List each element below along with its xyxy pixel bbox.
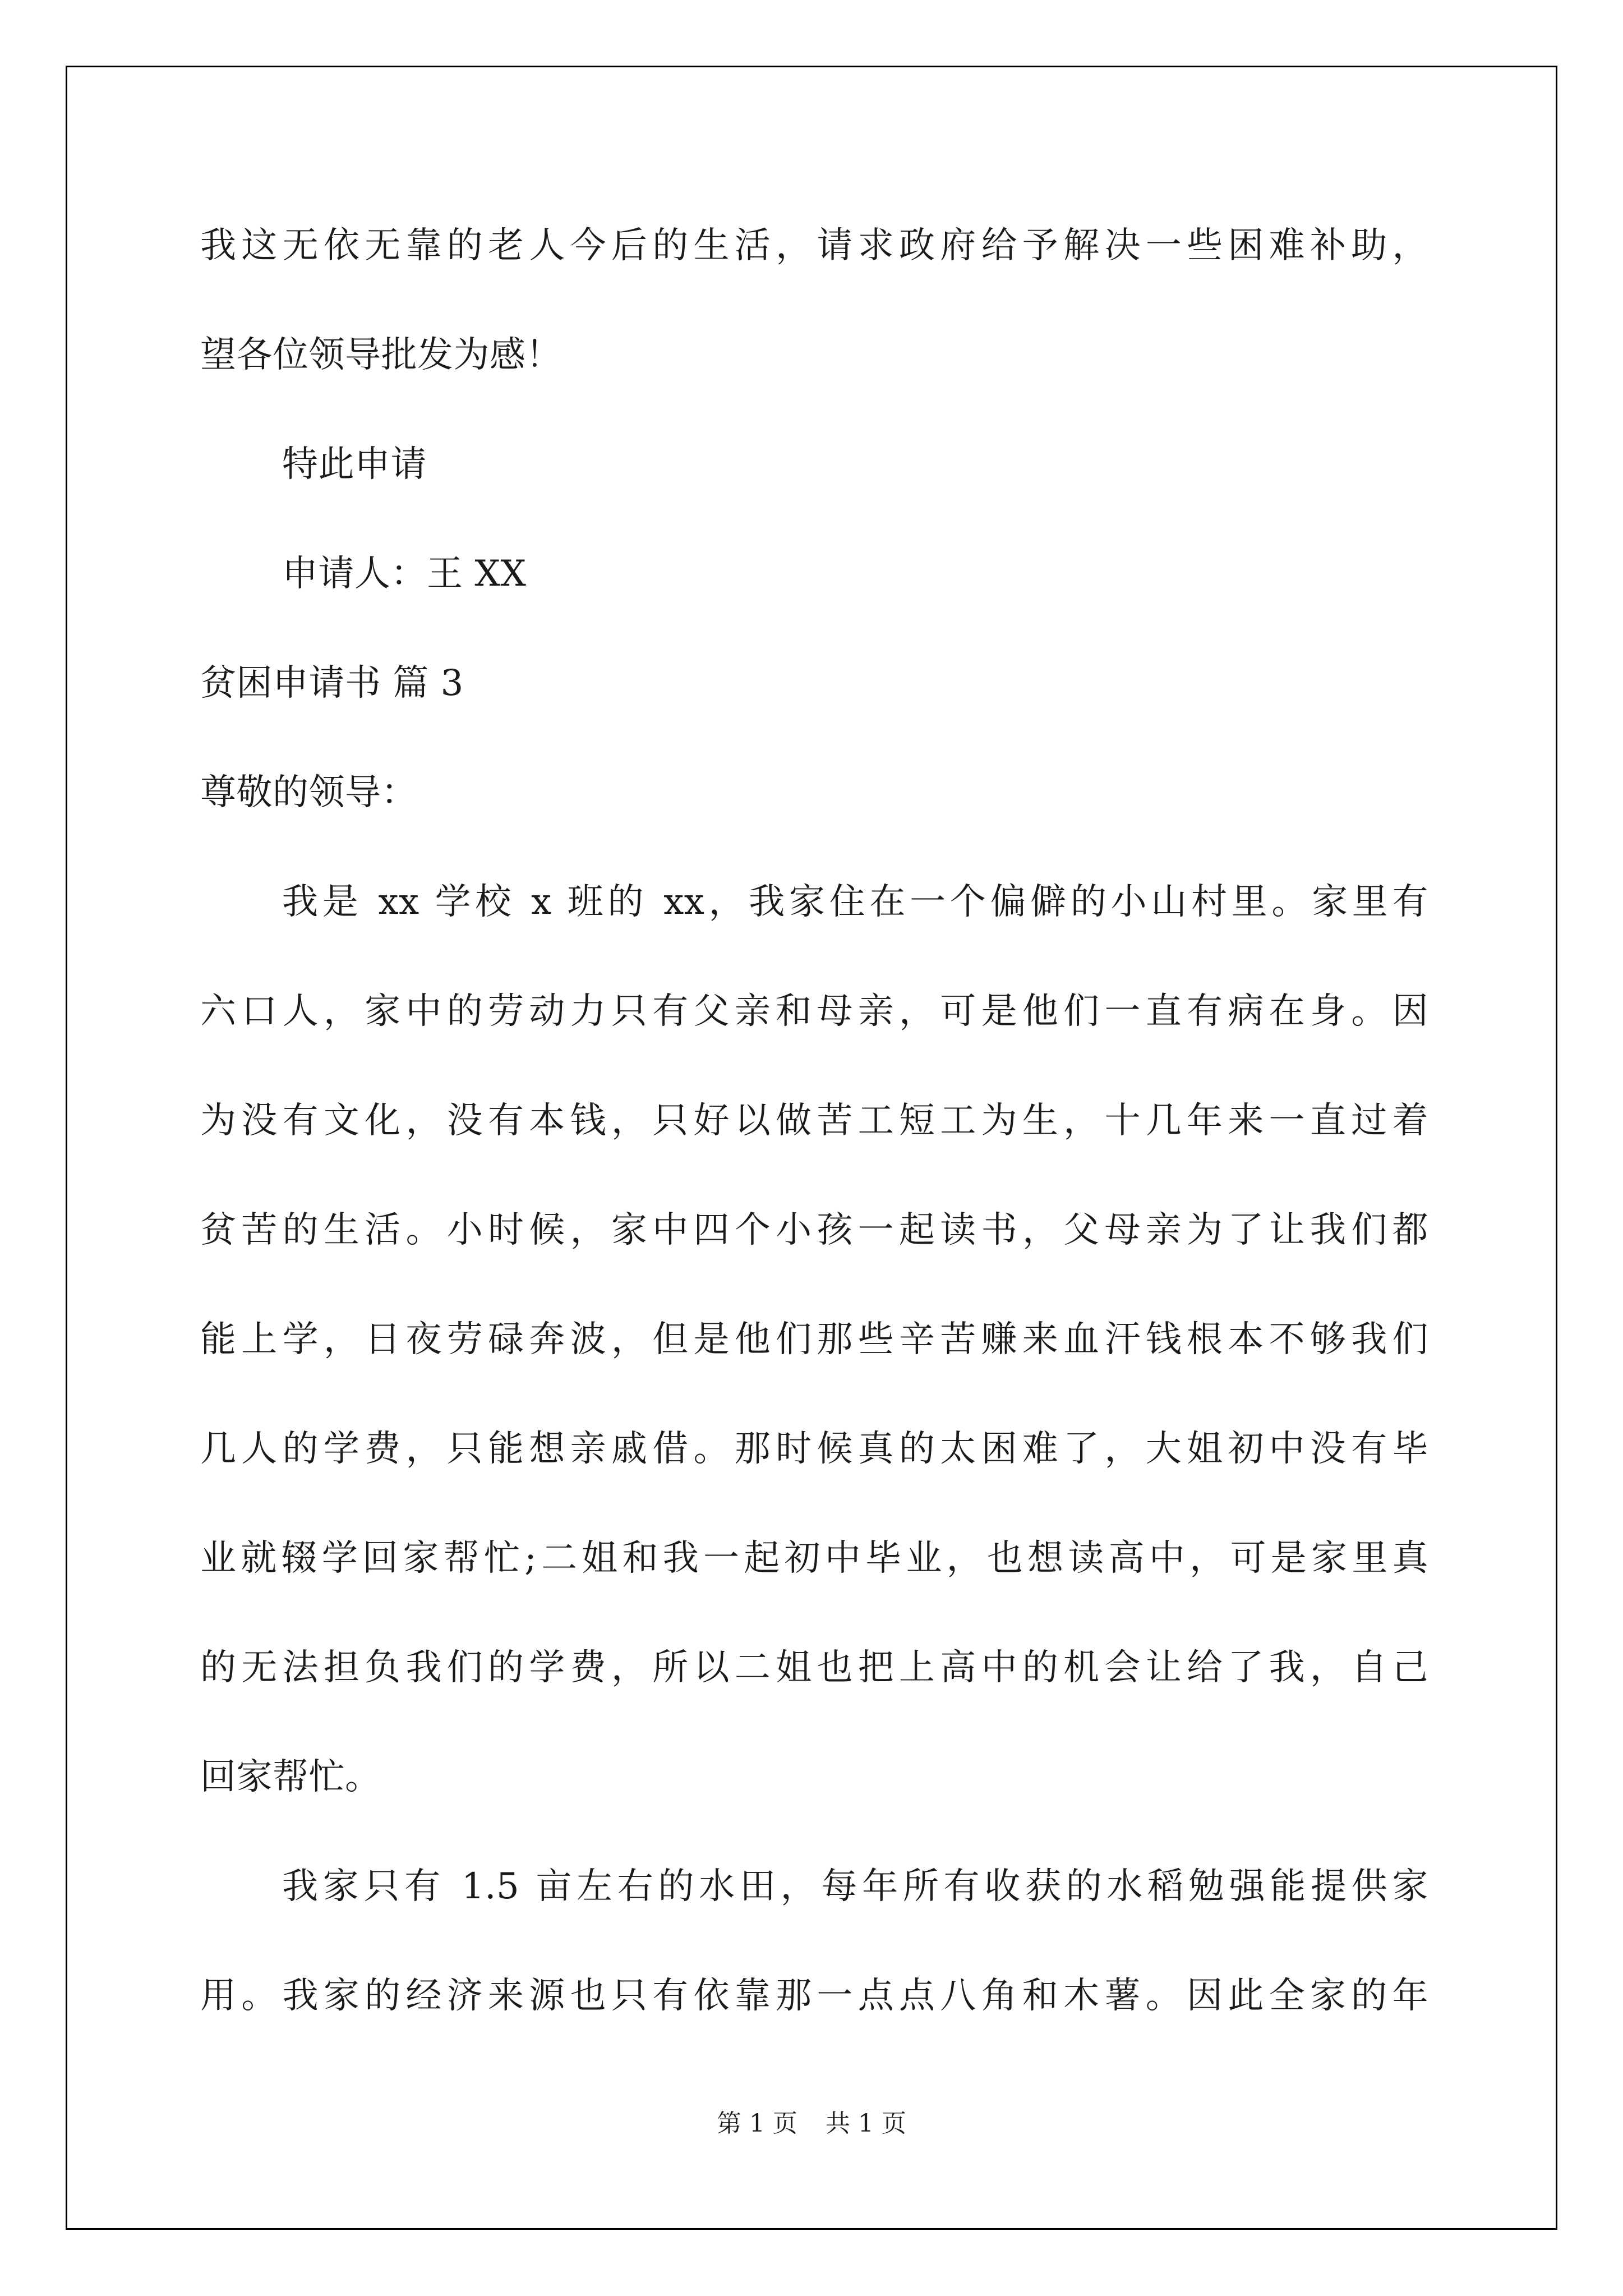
body-line: 的无法担负我们的学费，所以二姐也把上高中的机会让给了我，自己: [200, 1647, 1428, 1688]
body-line: 我这无依无靠的老人今后的生活，请求政府给予解决一些困难补助，: [200, 225, 1428, 266]
body-line: 用。我家的经济来源也只有依靠那一点点八角和木薯。因此全家的年: [200, 1975, 1428, 2017]
salutation: 尊敬的领导：: [200, 772, 417, 813]
body-line: 能上学，日夜劳碌奔波，但是他们那些辛苦赚来血汗钱根本不够我们: [200, 1319, 1428, 1360]
body-line: 回家帮忙。: [200, 1756, 381, 1798]
page-footer: [0, 2108, 1623, 2139]
body-line: 贫苦的生活。小时候，家中四个小孩一起读书，父母亲为了让我们都: [200, 1209, 1428, 1251]
body-line: 几人的学费，只能想亲戚借。那时候真的太困难了，大姐初中没有毕: [200, 1428, 1428, 1470]
page-total: 共 1 页: [826, 2109, 906, 2138]
body-line: 业就辍学回家帮忙;二姐和我一起初中毕业，也想读高中，可是家里真: [200, 1538, 1428, 1579]
closing-line: 特此申请: [282, 444, 427, 485]
body-line: 我是 xx 学校 x 班的 xx，我家住在一个偏僻的小山村里。家里有: [282, 881, 1428, 923]
page-number: 第 1 页: [717, 2109, 797, 2138]
body-line: 望各位领导批发为感！: [200, 334, 562, 376]
applicant-signature: 申请人：王 XX: [282, 553, 527, 595]
body-line: 我家只有 1.5 亩左右的水田，每年所有收获的水稻勉强能提供家: [282, 1866, 1428, 1907]
body-line: 为没有文化，没有本钱，只好以做苦工短工为生，十几年来一直过着: [200, 1100, 1428, 1142]
body-line: 六口人，家中的劳动力只有父亲和母亲，可是他们一直有病在身。因: [200, 991, 1428, 1032]
section-heading: 贫困申请书 篇 3: [200, 662, 464, 704]
